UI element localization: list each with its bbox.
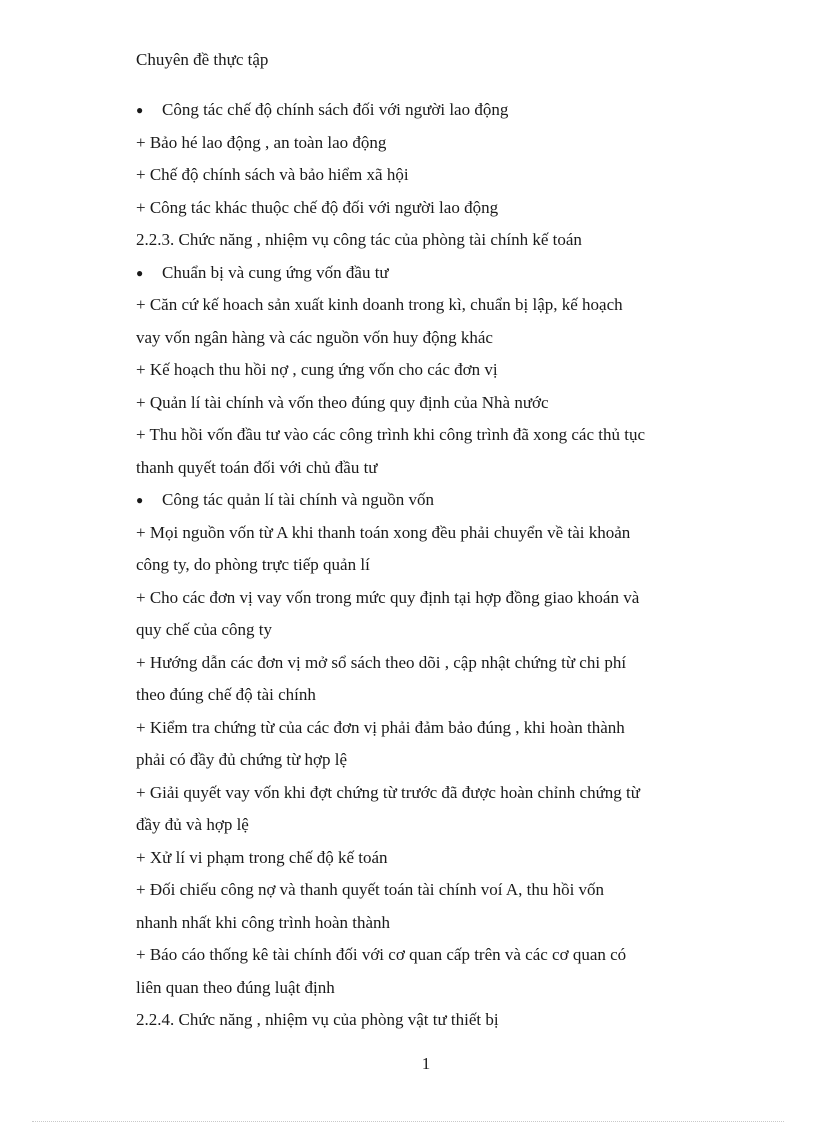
bullet-icon: ● — [136, 265, 144, 280]
line-text: + Hướng dẫn các đơn vị mở sổ sách theo dõi , cập nhật chứng từ chi phí — [136, 652, 627, 672]
page-number: 1 — [421, 1054, 431, 1073]
line-text: 2.2.4. Chức năng , nhiệm vụ của phòng vật tư thiết bị — [136, 1010, 499, 1029]
paragraph-line — [136, 874, 726, 907]
paragraph-line — [136, 387, 726, 420]
paragraph-line — [136, 647, 726, 680]
paragraph-line — [136, 354, 726, 387]
line-text: + Mọi nguồn vốn từ A khi thanh toán xong đều phải chuyển về tài khoản — [136, 522, 631, 542]
document-body — [136, 94, 726, 1037]
paragraph-line — [136, 809, 726, 842]
line-text: + Giải quyết vay vốn khi đợt chứng từ trước đã được hoàn chỉnh chứng từ — [136, 782, 640, 802]
line-text: + Thu hồi vốn đầu tư vào các công trình khi công trình đã xong các thủ tục — [136, 425, 646, 444]
line-text: Công tác chế độ chính sách đối với người lao động — [162, 100, 509, 119]
paragraph-line — [136, 907, 726, 940]
line-text: vay vốn ngân hàng và các nguồn vốn huy động khác — [136, 327, 493, 347]
paragraph-line — [136, 452, 726, 485]
line-text: liên quan theo đúng luật định — [136, 977, 335, 997]
bullet-icon: ● — [136, 493, 144, 507]
page-bottom-divider — [32, 1121, 784, 1122]
line-text: + Cho các đơn vị vay vốn trong mức quy định tại hợp đồng giao khoán và — [136, 587, 640, 607]
line-text: + Kế hoạch thu hồi nợ , cung ứng vốn cho các đơn vị — [136, 360, 498, 379]
bullet-item — [136, 484, 726, 517]
paragraph-line — [136, 614, 726, 647]
line-text: + Xử lí vi phạm trong chế độ kế toán — [136, 847, 388, 867]
section-heading — [136, 1004, 726, 1037]
paragraph-line — [136, 679, 726, 712]
bullet-item — [136, 94, 726, 127]
line-text: + Quản lí tài chính và vốn theo đúng quy định của Nhà nước — [136, 392, 549, 412]
paragraph-line — [136, 712, 726, 745]
paragraph-line — [136, 744, 726, 777]
paragraph-line — [136, 517, 726, 550]
line-text: phải có đầy đủ chứng từ hợp lệ — [136, 750, 348, 769]
paragraph-line — [136, 549, 726, 582]
line-text: + Kiểm tra chứng từ của các đơn vị phải đảm bảo đúng , khi hoàn thành — [136, 717, 625, 737]
line-text: + Chế độ chính sách và bảo hiểm xã hội — [136, 165, 409, 184]
line-text: công ty, do phòng trực tiếp quản lí — [136, 555, 370, 574]
line-text: + Báo cáo thống kê tài chính đối với cơ quan cấp trên và các cơ quan có — [136, 945, 627, 964]
paragraph-line — [136, 289, 726, 322]
line-text: Công tác quản lí tài chính và nguồn vốn — [162, 490, 434, 509]
line-text: quy chế của công ty — [136, 620, 272, 639]
line-text: nhanh nhất khi công trình hoàn thành — [136, 912, 391, 932]
paragraph-line — [136, 192, 726, 225]
section-heading — [136, 224, 726, 257]
bullet-item — [136, 257, 726, 290]
paragraph-line — [136, 159, 726, 192]
bullet-icon: ● — [136, 103, 144, 117]
paragraph-line — [136, 419, 726, 452]
line-text: 2.2.3. Chức năng , nhiệm vụ công tác của phòng tài chính kế toán — [136, 230, 582, 249]
line-text: + Công tác khác thuộc chế độ đối với người lao động — [136, 197, 499, 217]
paragraph-line — [136, 939, 726, 972]
paragraph-line — [136, 582, 726, 615]
line-text: + Căn cứ kế hoach sản xuất kinh doanh trong kì, chuẩn bị lập, kế hoạch — [136, 295, 623, 314]
line-text: đầy đủ và hợp lệ — [136, 815, 249, 834]
paragraph-line — [136, 127, 726, 160]
paragraph-line — [136, 322, 726, 355]
line-text: + Đối chiếu công nợ và thanh quyết toán tài chính voí A, thu hồi vốn — [136, 880, 605, 899]
line-text: + Bảo hé lao động , an toàn lao động — [136, 132, 387, 152]
line-text: Chuẩn bị và cung ứng vốn đầu tư — [162, 262, 389, 282]
paragraph-line — [136, 777, 726, 810]
paragraph-line — [136, 842, 726, 875]
line-text: thanh quyết toán đối với chủ đầu tư — [136, 457, 378, 477]
page-header: Chuyên đề thực tập — [136, 50, 269, 69]
line-text: theo đúng chế độ tài chính — [136, 685, 316, 704]
paragraph-line — [136, 972, 726, 1005]
